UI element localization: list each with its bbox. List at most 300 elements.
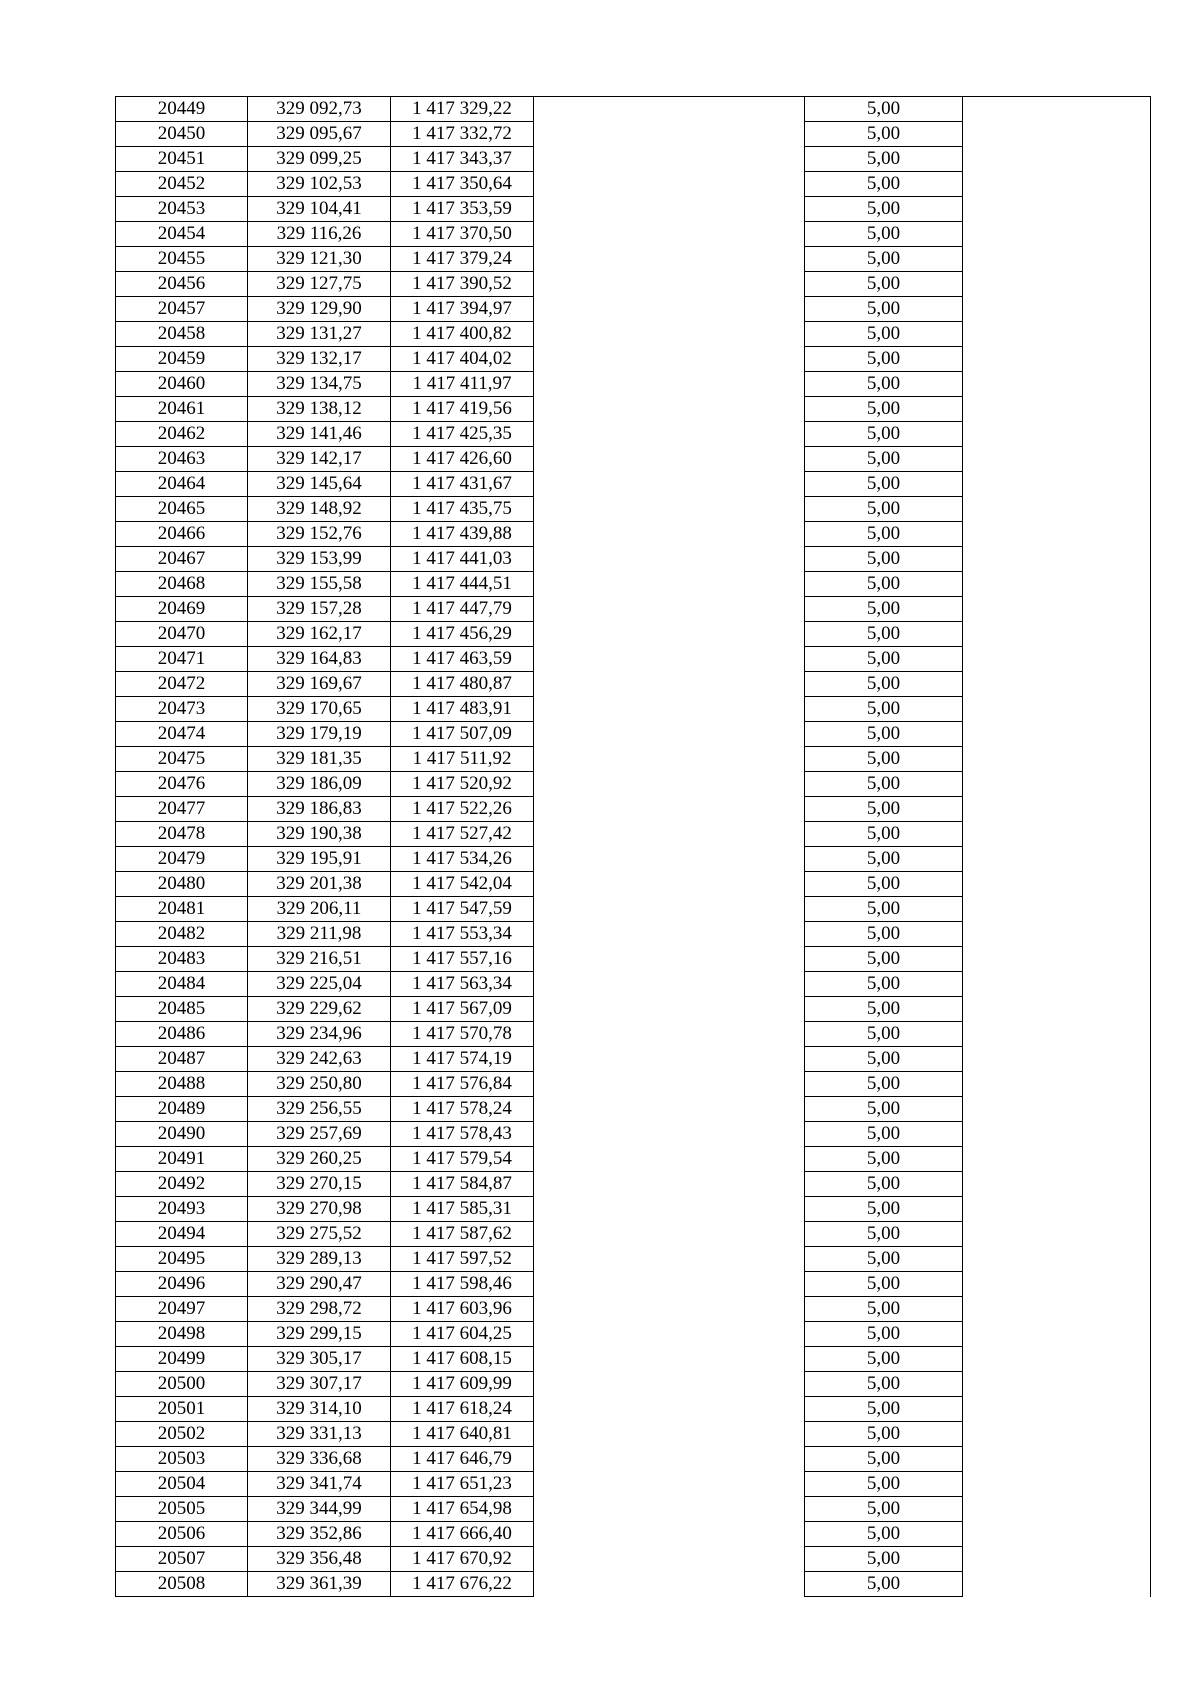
accuracy-cell: 5,00	[805, 1397, 963, 1422]
empty-cell	[963, 1322, 1151, 1347]
coordinate-table-body	[116, 97, 1151, 1597]
empty-cell	[534, 1397, 805, 1422]
y-coordinate-cell: 1 417 350,64	[391, 172, 534, 197]
x-coordinate-cell: 329 290,47	[248, 1272, 391, 1297]
point-number-cell: 20460	[116, 372, 248, 397]
table-row	[116, 697, 1151, 722]
empty-cell	[963, 1197, 1151, 1222]
point-number-cell: 20495	[116, 1247, 248, 1272]
point-number-cell: 20479	[116, 847, 248, 872]
table-row	[116, 1022, 1151, 1047]
point-number-cell: 20490	[116, 1122, 248, 1147]
accuracy-cell: 5,00	[805, 447, 963, 472]
y-coordinate-cell: 1 417 439,88	[391, 522, 534, 547]
accuracy-cell: 5,00	[805, 1022, 963, 1047]
point-number-cell: 20468	[116, 572, 248, 597]
x-coordinate-cell: 329 216,51	[248, 947, 391, 972]
empty-cell	[534, 847, 805, 872]
y-coordinate-cell: 1 417 646,79	[391, 1447, 534, 1472]
x-coordinate-cell: 329 242,63	[248, 1047, 391, 1072]
x-coordinate-cell: 329 121,30	[248, 247, 391, 272]
point-number-cell: 20489	[116, 1097, 248, 1122]
y-coordinate-cell: 1 417 332,72	[391, 122, 534, 147]
empty-cell	[534, 822, 805, 847]
empty-cell	[534, 1222, 805, 1247]
empty-cell	[963, 1372, 1151, 1397]
empty-cell	[534, 1372, 805, 1397]
point-number-cell: 20506	[116, 1522, 248, 1547]
empty-cell	[534, 997, 805, 1022]
x-coordinate-cell: 329 181,35	[248, 747, 391, 772]
point-number-cell: 20480	[116, 872, 248, 897]
empty-cell	[963, 97, 1151, 122]
y-coordinate-cell: 1 417 651,23	[391, 1472, 534, 1497]
x-coordinate-cell: 329 275,52	[248, 1222, 391, 1247]
y-coordinate-cell: 1 417 597,52	[391, 1247, 534, 1272]
y-coordinate-cell: 1 417 534,26	[391, 847, 534, 872]
empty-cell	[963, 522, 1151, 547]
empty-cell	[534, 1422, 805, 1447]
table-row	[116, 672, 1151, 697]
empty-cell	[534, 1247, 805, 1272]
empty-cell	[963, 772, 1151, 797]
empty-cell	[963, 272, 1151, 297]
empty-cell	[534, 497, 805, 522]
table-row	[116, 1297, 1151, 1322]
x-coordinate-cell: 329 186,09	[248, 772, 391, 797]
x-coordinate-cell: 329 134,75	[248, 372, 391, 397]
table-row	[116, 922, 1151, 947]
x-coordinate-cell: 329 142,17	[248, 447, 391, 472]
accuracy-cell: 5,00	[805, 1097, 963, 1122]
x-coordinate-cell: 329 131,27	[248, 322, 391, 347]
point-number-cell: 20475	[116, 747, 248, 772]
empty-cell	[534, 1297, 805, 1322]
y-coordinate-cell: 1 417 447,79	[391, 597, 534, 622]
x-coordinate-cell: 329 132,17	[248, 347, 391, 372]
point-number-cell: 20504	[116, 1472, 248, 1497]
x-coordinate-cell: 329 225,04	[248, 972, 391, 997]
point-number-cell: 20502	[116, 1422, 248, 1447]
accuracy-cell: 5,00	[805, 547, 963, 572]
empty-cell	[534, 797, 805, 822]
accuracy-cell: 5,00	[805, 1547, 963, 1572]
coordinate-table	[115, 96, 1151, 1597]
table-row	[116, 1222, 1151, 1247]
point-number-cell: 20474	[116, 722, 248, 747]
empty-cell	[534, 147, 805, 172]
empty-cell	[534, 1097, 805, 1122]
point-number-cell: 20508	[116, 1572, 248, 1597]
table-row	[116, 247, 1151, 272]
x-coordinate-cell: 329 257,69	[248, 1122, 391, 1147]
point-number-cell: 20464	[116, 472, 248, 497]
empty-cell	[963, 347, 1151, 372]
point-number-cell: 20471	[116, 647, 248, 672]
point-number-cell: 20492	[116, 1172, 248, 1197]
point-number-cell: 20455	[116, 247, 248, 272]
y-coordinate-cell: 1 417 557,16	[391, 947, 534, 972]
table-row	[116, 322, 1151, 347]
accuracy-cell: 5,00	[805, 472, 963, 497]
table-row	[116, 1447, 1151, 1472]
x-coordinate-cell: 329 127,75	[248, 272, 391, 297]
accuracy-cell: 5,00	[805, 322, 963, 347]
accuracy-cell: 5,00	[805, 1197, 963, 1222]
y-coordinate-cell: 1 417 567,09	[391, 997, 534, 1022]
x-coordinate-cell: 329 157,28	[248, 597, 391, 622]
table-row	[116, 1172, 1151, 1197]
empty-cell	[963, 997, 1151, 1022]
empty-cell	[963, 472, 1151, 497]
table-row	[116, 97, 1151, 122]
x-coordinate-cell: 329 260,25	[248, 1147, 391, 1172]
empty-cell	[963, 822, 1151, 847]
x-coordinate-cell: 329 307,17	[248, 1372, 391, 1397]
accuracy-cell: 5,00	[805, 272, 963, 297]
empty-cell	[534, 772, 805, 797]
x-coordinate-cell: 329 352,86	[248, 1522, 391, 1547]
x-coordinate-cell: 329 145,64	[248, 472, 391, 497]
empty-cell	[534, 1072, 805, 1097]
point-number-cell: 20499	[116, 1347, 248, 1372]
table-row	[116, 497, 1151, 522]
point-number-cell: 20496	[116, 1272, 248, 1297]
x-coordinate-cell: 329 095,67	[248, 122, 391, 147]
accuracy-cell: 5,00	[805, 747, 963, 772]
empty-cell	[534, 1047, 805, 1072]
table-row	[116, 1197, 1151, 1222]
empty-cell	[963, 197, 1151, 222]
point-number-cell: 20470	[116, 622, 248, 647]
accuracy-cell: 5,00	[805, 1247, 963, 1272]
y-coordinate-cell: 1 417 511,92	[391, 747, 534, 772]
table-row	[116, 122, 1151, 147]
table-row	[116, 1372, 1151, 1397]
point-number-cell: 20473	[116, 697, 248, 722]
point-number-cell: 20458	[116, 322, 248, 347]
x-coordinate-cell: 329 289,13	[248, 1247, 391, 1272]
empty-cell	[534, 1472, 805, 1497]
y-coordinate-cell: 1 417 574,19	[391, 1047, 534, 1072]
y-coordinate-cell: 1 417 329,22	[391, 97, 534, 122]
table-row	[116, 997, 1151, 1022]
empty-cell	[534, 297, 805, 322]
accuracy-cell: 5,00	[805, 172, 963, 197]
y-coordinate-cell: 1 417 353,59	[391, 197, 534, 222]
accuracy-cell: 5,00	[805, 147, 963, 172]
x-coordinate-cell: 329 331,13	[248, 1422, 391, 1447]
empty-cell	[534, 1447, 805, 1472]
empty-cell	[963, 897, 1151, 922]
accuracy-cell: 5,00	[805, 897, 963, 922]
accuracy-cell: 5,00	[805, 397, 963, 422]
point-number-cell: 20466	[116, 522, 248, 547]
table-row	[116, 947, 1151, 972]
x-coordinate-cell: 329 229,62	[248, 997, 391, 1022]
empty-cell	[963, 397, 1151, 422]
point-number-cell: 20477	[116, 797, 248, 822]
table-row	[116, 422, 1151, 447]
empty-cell	[534, 722, 805, 747]
accuracy-cell: 5,00	[805, 1522, 963, 1547]
table-row	[116, 172, 1151, 197]
empty-cell	[534, 522, 805, 547]
y-coordinate-cell: 1 417 578,43	[391, 1122, 534, 1147]
y-coordinate-cell: 1 417 343,37	[391, 147, 534, 172]
point-number-cell: 20501	[116, 1397, 248, 1422]
empty-cell	[963, 1297, 1151, 1322]
x-coordinate-cell: 329 102,53	[248, 172, 391, 197]
x-coordinate-cell: 329 341,74	[248, 1472, 391, 1497]
point-number-cell: 20454	[116, 222, 248, 247]
point-number-cell: 20486	[116, 1022, 248, 1047]
x-coordinate-cell: 329 211,98	[248, 922, 391, 947]
empty-cell	[963, 922, 1151, 947]
empty-cell	[963, 672, 1151, 697]
empty-cell	[963, 372, 1151, 397]
accuracy-cell: 5,00	[805, 622, 963, 647]
empty-cell	[963, 322, 1151, 347]
x-coordinate-cell: 329 356,48	[248, 1547, 391, 1572]
x-coordinate-cell: 329 336,68	[248, 1447, 391, 1472]
point-number-cell: 20478	[116, 822, 248, 847]
y-coordinate-cell: 1 417 670,92	[391, 1547, 534, 1572]
y-coordinate-cell: 1 417 390,52	[391, 272, 534, 297]
x-coordinate-cell: 329 138,12	[248, 397, 391, 422]
x-coordinate-cell: 329 299,15	[248, 1322, 391, 1347]
y-coordinate-cell: 1 417 676,22	[391, 1572, 534, 1597]
accuracy-cell: 5,00	[805, 797, 963, 822]
point-number-cell: 20507	[116, 1547, 248, 1572]
table-row	[116, 1422, 1151, 1447]
x-coordinate-cell: 329 186,83	[248, 797, 391, 822]
point-number-cell: 20469	[116, 597, 248, 622]
accuracy-cell: 5,00	[805, 1472, 963, 1497]
accuracy-cell: 5,00	[805, 872, 963, 897]
y-coordinate-cell: 1 417 578,24	[391, 1097, 534, 1122]
x-coordinate-cell: 329 162,17	[248, 622, 391, 647]
empty-cell	[534, 1547, 805, 1572]
table-row	[116, 1397, 1151, 1422]
empty-cell	[963, 747, 1151, 772]
accuracy-cell: 5,00	[805, 1147, 963, 1172]
accuracy-cell: 5,00	[805, 847, 963, 872]
table-row	[116, 1522, 1151, 1547]
empty-cell	[534, 647, 805, 672]
accuracy-cell: 5,00	[805, 1047, 963, 1072]
y-coordinate-cell: 1 417 435,75	[391, 497, 534, 522]
table-row	[116, 547, 1151, 572]
point-number-cell: 20465	[116, 497, 248, 522]
empty-cell	[963, 147, 1151, 172]
empty-cell	[963, 1047, 1151, 1072]
table-row	[116, 622, 1151, 647]
accuracy-cell: 5,00	[805, 197, 963, 222]
y-coordinate-cell: 1 417 483,91	[391, 697, 534, 722]
empty-cell	[534, 597, 805, 622]
y-coordinate-cell: 1 417 576,84	[391, 1072, 534, 1097]
empty-cell	[963, 1122, 1151, 1147]
x-coordinate-cell: 329 129,90	[248, 297, 391, 322]
table-row	[116, 147, 1151, 172]
empty-cell	[963, 222, 1151, 247]
empty-cell	[963, 497, 1151, 522]
empty-cell	[963, 1347, 1151, 1372]
accuracy-cell: 5,00	[805, 697, 963, 722]
point-number-cell: 20457	[116, 297, 248, 322]
point-number-cell: 20484	[116, 972, 248, 997]
empty-cell	[534, 197, 805, 222]
table-row	[116, 897, 1151, 922]
point-number-cell: 20467	[116, 547, 248, 572]
empty-cell	[963, 1447, 1151, 1472]
table-row	[116, 1322, 1151, 1347]
x-coordinate-cell: 329 116,26	[248, 222, 391, 247]
x-coordinate-cell: 329 314,10	[248, 1397, 391, 1422]
y-coordinate-cell: 1 417 426,60	[391, 447, 534, 472]
empty-cell	[963, 847, 1151, 872]
x-coordinate-cell: 329 153,99	[248, 547, 391, 572]
y-coordinate-cell: 1 417 522,26	[391, 797, 534, 822]
x-coordinate-cell: 329 250,80	[248, 1072, 391, 1097]
empty-cell	[534, 1572, 805, 1597]
x-coordinate-cell: 329 179,19	[248, 722, 391, 747]
table-row	[116, 372, 1151, 397]
y-coordinate-cell: 1 417 618,24	[391, 1397, 534, 1422]
accuracy-cell: 5,00	[805, 1347, 963, 1372]
table-row	[116, 1272, 1151, 1297]
empty-cell	[534, 1147, 805, 1172]
x-coordinate-cell: 329 195,91	[248, 847, 391, 872]
empty-cell	[963, 722, 1151, 747]
table-row	[116, 197, 1151, 222]
point-number-cell: 20505	[116, 1497, 248, 1522]
point-number-cell: 20451	[116, 147, 248, 172]
x-coordinate-cell: 329 152,76	[248, 522, 391, 547]
empty-cell	[534, 472, 805, 497]
y-coordinate-cell: 1 417 400,82	[391, 322, 534, 347]
empty-cell	[534, 97, 805, 122]
y-coordinate-cell: 1 417 456,29	[391, 622, 534, 647]
empty-cell	[534, 1347, 805, 1372]
empty-cell	[534, 922, 805, 947]
table-row	[116, 272, 1151, 297]
y-coordinate-cell: 1 417 579,54	[391, 1147, 534, 1172]
y-coordinate-cell: 1 417 441,03	[391, 547, 534, 572]
y-coordinate-cell: 1 417 404,02	[391, 347, 534, 372]
empty-cell	[534, 1122, 805, 1147]
empty-cell	[963, 1572, 1151, 1597]
empty-cell	[963, 572, 1151, 597]
accuracy-cell: 5,00	[805, 1497, 963, 1522]
x-coordinate-cell: 329 169,67	[248, 672, 391, 697]
table-row	[116, 1347, 1151, 1372]
accuracy-cell: 5,00	[805, 822, 963, 847]
empty-cell	[963, 597, 1151, 622]
empty-cell	[534, 872, 805, 897]
accuracy-cell: 5,00	[805, 772, 963, 797]
table-row	[116, 647, 1151, 672]
point-number-cell: 20476	[116, 772, 248, 797]
x-coordinate-cell: 329 092,73	[248, 97, 391, 122]
empty-cell	[534, 972, 805, 997]
y-coordinate-cell: 1 417 585,31	[391, 1197, 534, 1222]
table-row	[116, 572, 1151, 597]
table-row	[116, 347, 1151, 372]
y-coordinate-cell: 1 417 527,42	[391, 822, 534, 847]
x-coordinate-cell: 329 201,38	[248, 872, 391, 897]
point-number-cell: 20494	[116, 1222, 248, 1247]
y-coordinate-cell: 1 417 598,46	[391, 1272, 534, 1297]
coordinate-table-container	[115, 96, 1150, 1597]
point-number-cell: 20452	[116, 172, 248, 197]
accuracy-cell: 5,00	[805, 647, 963, 672]
point-number-cell: 20488	[116, 1072, 248, 1097]
table-row	[116, 1247, 1151, 1272]
accuracy-cell: 5,00	[805, 1447, 963, 1472]
empty-cell	[963, 1022, 1151, 1047]
table-row	[116, 1122, 1151, 1147]
empty-cell	[534, 272, 805, 297]
accuracy-cell: 5,00	[805, 1322, 963, 1347]
empty-cell	[534, 1322, 805, 1347]
empty-cell	[534, 347, 805, 372]
table-row	[116, 722, 1151, 747]
point-number-cell: 20481	[116, 897, 248, 922]
table-row	[116, 1472, 1151, 1497]
empty-cell	[534, 1497, 805, 1522]
x-coordinate-cell: 329 141,46	[248, 422, 391, 447]
accuracy-cell: 5,00	[805, 97, 963, 122]
empty-cell	[963, 1472, 1151, 1497]
empty-cell	[963, 1522, 1151, 1547]
empty-cell	[963, 1547, 1151, 1572]
empty-cell	[963, 972, 1151, 997]
y-coordinate-cell: 1 417 431,67	[391, 472, 534, 497]
point-number-cell: 20493	[116, 1197, 248, 1222]
accuracy-cell: 5,00	[805, 247, 963, 272]
accuracy-cell: 5,00	[805, 997, 963, 1022]
table-row	[116, 872, 1151, 897]
empty-cell	[534, 897, 805, 922]
table-row	[116, 1147, 1151, 1172]
y-coordinate-cell: 1 417 507,09	[391, 722, 534, 747]
table-row	[116, 472, 1151, 497]
empty-cell	[534, 622, 805, 647]
accuracy-cell: 5,00	[805, 497, 963, 522]
table-row	[116, 297, 1151, 322]
accuracy-cell: 5,00	[805, 597, 963, 622]
accuracy-cell: 5,00	[805, 122, 963, 147]
x-coordinate-cell: 329 298,72	[248, 1297, 391, 1322]
y-coordinate-cell: 1 417 444,51	[391, 572, 534, 597]
empty-cell	[534, 397, 805, 422]
y-coordinate-cell: 1 417 520,92	[391, 772, 534, 797]
y-coordinate-cell: 1 417 587,62	[391, 1222, 534, 1247]
accuracy-cell: 5,00	[805, 1272, 963, 1297]
x-coordinate-cell: 329 256,55	[248, 1097, 391, 1122]
x-coordinate-cell: 329 361,39	[248, 1572, 391, 1597]
y-coordinate-cell: 1 417 480,87	[391, 672, 534, 697]
empty-cell	[963, 1272, 1151, 1297]
y-coordinate-cell: 1 417 654,98	[391, 1497, 534, 1522]
point-number-cell: 20461	[116, 397, 248, 422]
accuracy-cell: 5,00	[805, 972, 963, 997]
point-number-cell: 20485	[116, 997, 248, 1022]
empty-cell	[963, 1097, 1151, 1122]
y-coordinate-cell: 1 417 411,97	[391, 372, 534, 397]
